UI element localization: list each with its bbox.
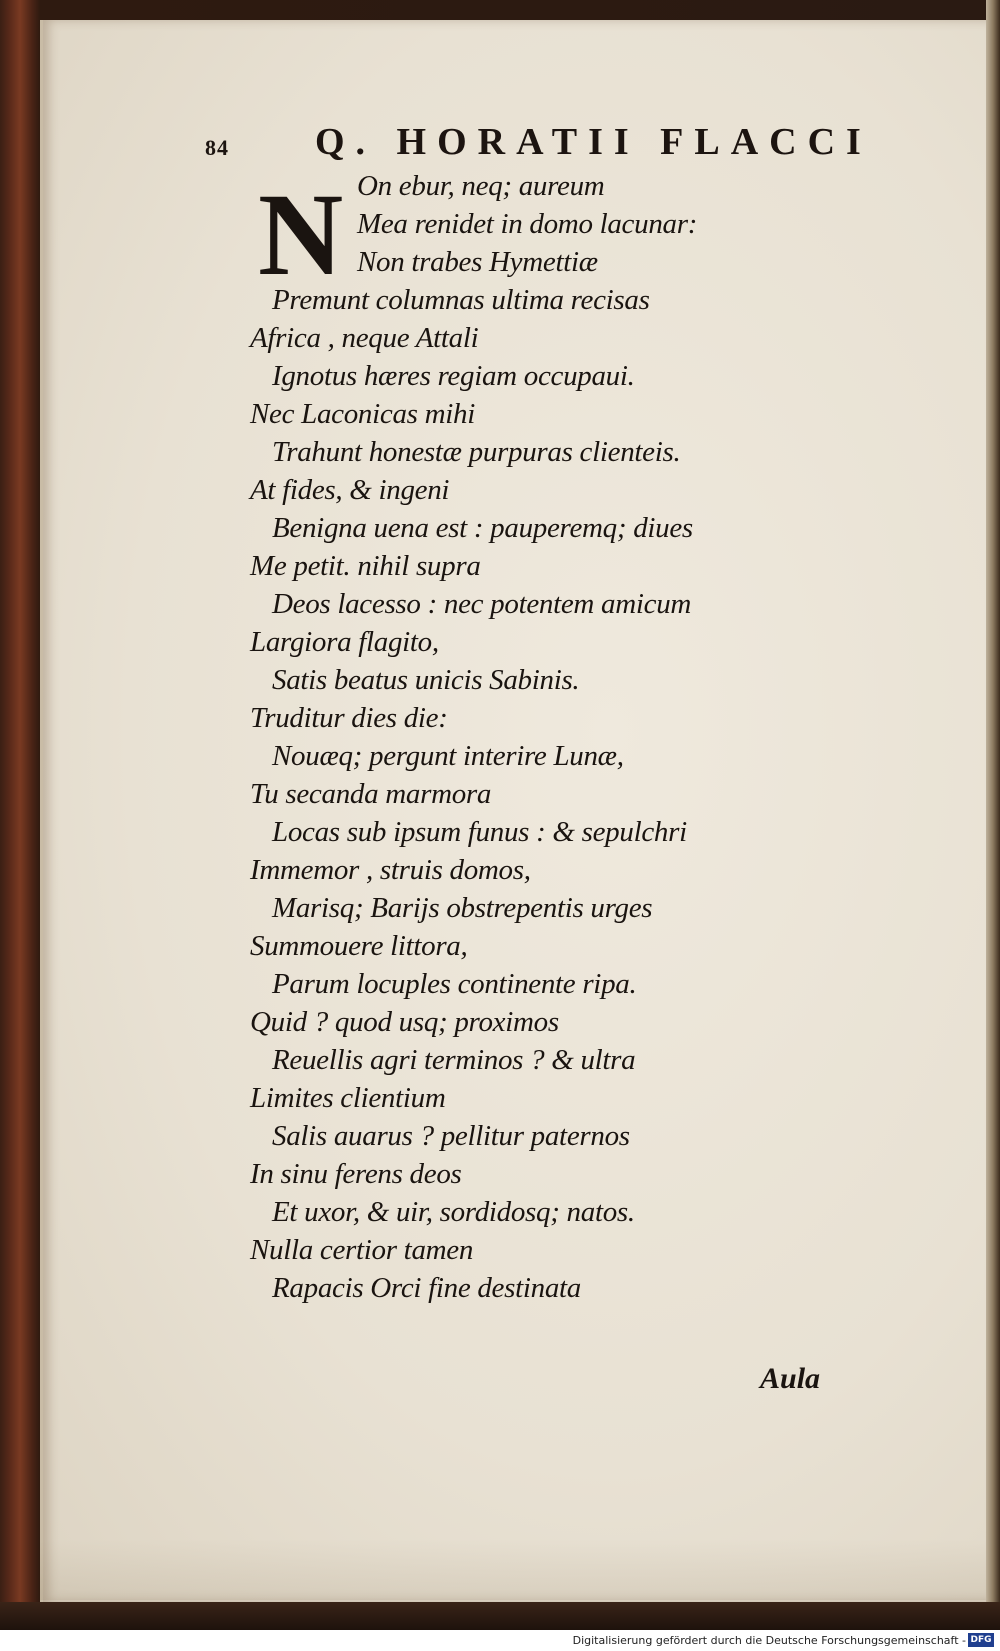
verse-line: Benigna uena est : pauperemq; diues xyxy=(272,512,693,544)
verse-line: Quid ? quod usq; proximos xyxy=(250,1006,559,1038)
verse-line: Ignotus hæres regiam occupaui. xyxy=(272,360,635,392)
drop-cap: N xyxy=(258,169,344,300)
verse-line: Me petit. nihil supra xyxy=(250,550,481,582)
running-head: Q. HORATII FLACCI xyxy=(315,121,872,163)
verse-line: Africa , neque Attali xyxy=(250,322,479,354)
verse-line: At fides, & ingeni xyxy=(250,474,450,506)
catchword: Aula xyxy=(760,1362,821,1395)
scan-bottom-border xyxy=(0,1602,1000,1630)
verse-line: Nulla certior tamen xyxy=(250,1234,474,1266)
page-right-edge xyxy=(986,0,1000,1605)
verse-line: Locas sub ipsum funus : & sepulchri xyxy=(272,816,687,848)
verse-line: Immemor , struis domos, xyxy=(250,854,531,886)
verse-line: Truditur dies die: xyxy=(250,702,448,734)
verse-line: Marisq; Barijs obstrepentis urges xyxy=(272,892,653,924)
verse-line: On ebur, neq; aureum xyxy=(357,170,605,202)
verse-line: Et uxor, & uir, sordidosq; natos. xyxy=(272,1196,635,1228)
verse-line: Premunt columnas ultima recisas xyxy=(272,284,650,316)
verse-line: In sinu ferens deos xyxy=(250,1158,462,1190)
verse-line: Mea renidet in domo lacunar: xyxy=(357,208,698,240)
verse-line: Largiora flagito, xyxy=(250,626,439,658)
verse-line: Deos lacesso : nec potentem amicum xyxy=(272,588,692,620)
verse-line: Rapacis Orci fine destinata xyxy=(272,1272,581,1304)
page-shading xyxy=(40,1540,986,1600)
footer-credit: Digitalisierung gefördert durch die Deutsche Forschungsgemeinschaft - xyxy=(572,1634,966,1647)
page-number: 84 xyxy=(205,135,229,160)
verse-line: Nec Laconicas mihi xyxy=(250,398,475,430)
verse-line: Non trabes Hymettiæ xyxy=(357,246,598,278)
verse-line: Nouæq; pergunt interire Lunæ, xyxy=(272,740,624,772)
dfg-logo: DFG xyxy=(968,1633,994,1647)
verse-line: Trahunt honestæ purpuras clienteis. xyxy=(272,436,681,468)
verse-line: Tu secanda marmora xyxy=(250,778,492,810)
verse-line: Limites clientium xyxy=(250,1082,446,1114)
verse-line: Summouere littora, xyxy=(250,930,468,962)
verse-line: Parum locuples continente ripa. xyxy=(272,968,637,1000)
verse-line: Satis beatus unicis Sabinis. xyxy=(272,664,580,696)
verse-line: Salis auarus ? pellitur paternos xyxy=(272,1120,630,1152)
verse-line: Reuellis agri terminos ? & ultra xyxy=(272,1044,636,1076)
